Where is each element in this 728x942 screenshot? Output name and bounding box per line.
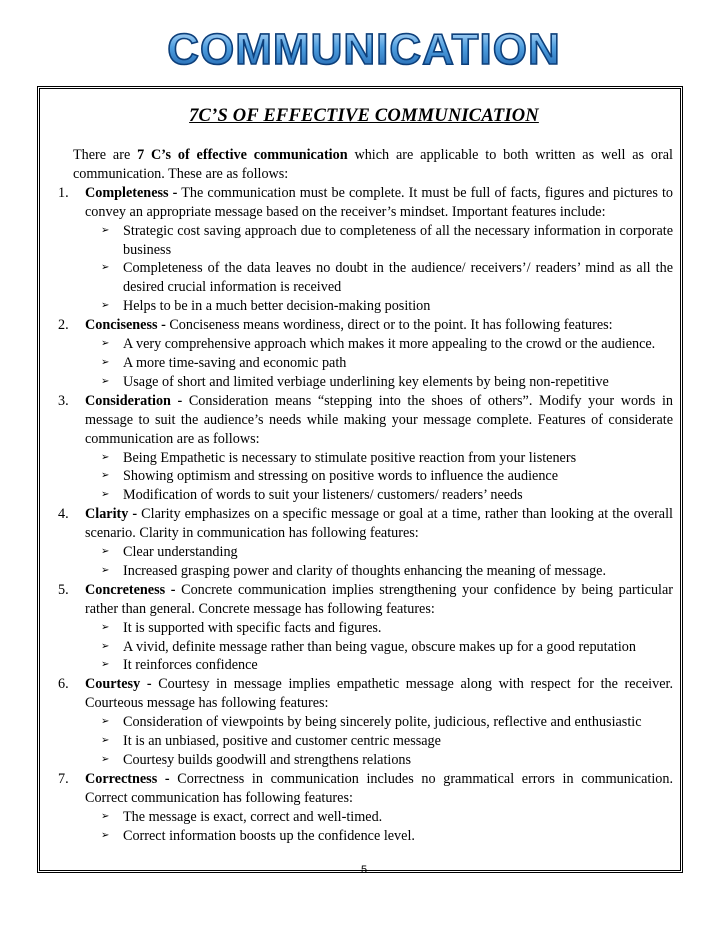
bullet-text: Modification of words to suit your listeners/ customers/ readers’ needs	[123, 487, 523, 504]
document-body	[60, 146, 673, 846]
bullet-item	[101, 297, 673, 316]
list-item	[60, 675, 673, 770]
bullet-item	[101, 732, 673, 751]
list-item-paragraph	[85, 675, 673, 713]
arrow-bullet-icon: ➢	[101, 489, 110, 501]
communication-wordart-logo	[167, 18, 561, 74]
bullet-text: Correct information boosts up the confidence level.	[123, 827, 415, 844]
arrow-bullet-icon: ➢	[101, 735, 110, 747]
bullet-item	[101, 827, 673, 846]
bullet-item	[101, 638, 673, 657]
bullet-text: Consideration of viewpoints by being sincerely polite, judicious, reflective and enthusiastic	[123, 714, 642, 731]
list-item	[60, 581, 673, 676]
bullet-list	[85, 449, 673, 506]
svg-text:COMMUNICATION: COMMUNICATION	[167, 25, 561, 74]
list-item	[60, 184, 673, 316]
arrow-bullet-icon: ➢	[101, 621, 110, 633]
list-item-number: 1.	[58, 184, 69, 201]
bullet-text: Clear understanding	[123, 544, 238, 561]
bullet-text: The message is exact, correct and well-timed.	[123, 808, 383, 825]
list-item-text: Consideration means “stepping into the shoes of others”. Modify your words in message to suit the audience’s needs while making your message complete. Features of considerate communication are as follows:	[85, 392, 673, 447]
bullet-text: Courtesy builds goodwill and strengthens relations	[123, 752, 412, 768]
bullet-text: A very comprehensive approach which makes it more appealing to the crowd or the audience.	[123, 336, 656, 353]
intro-paragraph	[73, 146, 673, 184]
bullet-text: Being Empathetic is necessary to stimulate positive reaction from your listeners	[123, 449, 577, 466]
bullet-text: It is supported with specific facts and figures.	[123, 619, 382, 636]
list-item-number: 2.	[58, 317, 69, 334]
bullet-text: A more time-saving and economic path	[123, 354, 347, 371]
list-item-paragraph	[85, 316, 673, 335]
list-item-heading: Completeness -	[85, 184, 178, 201]
arrow-bullet-icon: ➢	[101, 810, 110, 822]
bullet-text: Showing optimism and stressing on positive words to influence the audience	[123, 468, 559, 485]
list-item-heading: Correctness -	[85, 770, 170, 787]
list-item-text: Concrete communication implies strengthening your confidence by being particular rather than general. Concrete message has following features:	[85, 581, 673, 617]
bullet-item	[101, 335, 673, 354]
bullet-list	[85, 543, 673, 581]
bullet-item	[101, 543, 673, 562]
list-item	[60, 770, 673, 846]
arrow-bullet-icon: ➢	[101, 640, 110, 652]
list-item-text: Clarity emphasizes on a specific message or goal at a time, rather than looking at the overall scenario. Clarity in communication has following features:	[85, 506, 673, 542]
arrow-bullet-icon: ➢	[101, 716, 110, 728]
bullet-item	[101, 373, 673, 392]
list-item-number: 4.	[58, 506, 69, 523]
arrow-bullet-icon: ➢	[101, 262, 110, 274]
list-item-heading: Courtesy -	[85, 676, 152, 693]
list-item-text: Correctness in communication includes no grammatical errors in communication. Correct communication has following features:	[85, 770, 674, 806]
list-item-content	[85, 505, 673, 581]
arrow-bullet-icon: ➢	[101, 451, 110, 463]
arrow-bullet-icon: ➢	[101, 375, 110, 387]
list-item-text: Courtesy in message implies empathetic message along with respect for the receiver. Courteous message has following features:	[85, 676, 673, 712]
bullet-item	[101, 486, 673, 505]
bullet-list	[85, 222, 673, 317]
arrow-bullet-icon: ➢	[101, 564, 110, 576]
list-item	[60, 505, 673, 581]
bullet-list	[85, 335, 673, 392]
bullet-item	[101, 222, 673, 260]
list-item-paragraph	[85, 184, 673, 222]
bullet-item	[101, 259, 673, 297]
list-item-paragraph	[85, 581, 673, 619]
arrow-bullet-icon: ➢	[101, 338, 110, 350]
intro-bold: 7 C’s of effective communication	[137, 147, 348, 163]
arrow-bullet-icon: ➢	[101, 300, 110, 312]
list-item-text: The communication must be complete. It must be full of facts, figures and pictures to convey an appropriate message based on the receiver’s mindset. Important features include:	[85, 184, 673, 220]
list-item-content	[85, 581, 673, 676]
bullet-item	[101, 619, 673, 638]
list-item-number: 6.	[58, 676, 69, 693]
list-item-content	[85, 770, 673, 846]
bullet-list	[85, 713, 673, 770]
bullet-text: It is an unbiased, positive and customer centric message	[123, 733, 441, 750]
list-item-heading: Clarity -	[85, 506, 138, 523]
page-number: 5	[360, 864, 368, 876]
arrow-bullet-icon: ➢	[101, 546, 110, 558]
arrow-bullet-icon: ➢	[101, 829, 110, 841]
list-item-number: 3.	[58, 392, 69, 409]
bullet-item	[101, 713, 673, 732]
list-item-paragraph	[85, 392, 673, 449]
page-title: 7C’S OF EFFECTIVE COMMUNICATION	[189, 106, 539, 126]
bullet-item	[101, 562, 673, 581]
list-item-heading: Conciseness -	[85, 317, 166, 334]
bullet-item	[101, 467, 673, 486]
arrow-bullet-icon: ➢	[101, 659, 110, 671]
bullet-item	[101, 449, 673, 468]
list-item-content	[85, 392, 673, 505]
bullet-text: It reinforces confidence	[123, 657, 258, 674]
list-item-paragraph	[85, 505, 673, 543]
list-item-heading: Concreteness -	[85, 581, 176, 598]
arrow-bullet-icon: ➢	[101, 470, 110, 482]
bullet-item	[101, 656, 673, 675]
list-item-content	[85, 316, 673, 392]
arrow-bullet-icon: ➢	[101, 356, 110, 368]
bullet-list	[85, 808, 673, 846]
list-item-text: Conciseness means wordiness, direct or to the point. It has following features:	[165, 317, 613, 334]
bullet-text: Helps to be in a much better decision-making position	[123, 298, 431, 315]
bullet-text: Usage of short and limited verbiage underlining key elements by being non-repetitive	[123, 373, 609, 390]
list-item	[60, 316, 673, 392]
bullet-item	[101, 751, 673, 770]
list-item-number: 5.	[58, 581, 69, 598]
list-item-content	[85, 675, 673, 770]
intro-post: which are applicable to both written as well as oral communication. These are as follows:	[73, 147, 673, 182]
list-item-paragraph	[85, 770, 673, 808]
list-item	[60, 392, 673, 505]
communication-logo-banner	[0, 18, 728, 74]
bullet-text: Increased grasping power and clarity of thoughts enhancing the meaning of message.	[123, 562, 607, 579]
bullet-item	[101, 354, 673, 373]
bullet-item	[101, 808, 673, 827]
arrow-bullet-icon: ➢	[101, 754, 110, 765]
list-item-heading: Consideration -	[85, 392, 183, 409]
list-item-number: 7.	[58, 770, 69, 787]
bullet-text: Strategic cost saving approach due to completeness of all the necessary information in corporate business	[123, 222, 673, 258]
list-item-content	[85, 184, 673, 316]
numbered-list	[60, 184, 673, 846]
intro-pre: There are	[73, 147, 138, 163]
bullet-text: A vivid, definite message rather than being vague, obscure makes up for a good reputation	[123, 638, 636, 655]
bullet-text: Completeness of the data leaves no doubt in the audience/ receivers’/ readers’ mind as all the desired crucial information is received	[123, 260, 673, 296]
arrow-bullet-icon: ➢	[101, 224, 110, 236]
bullet-list	[85, 619, 673, 676]
